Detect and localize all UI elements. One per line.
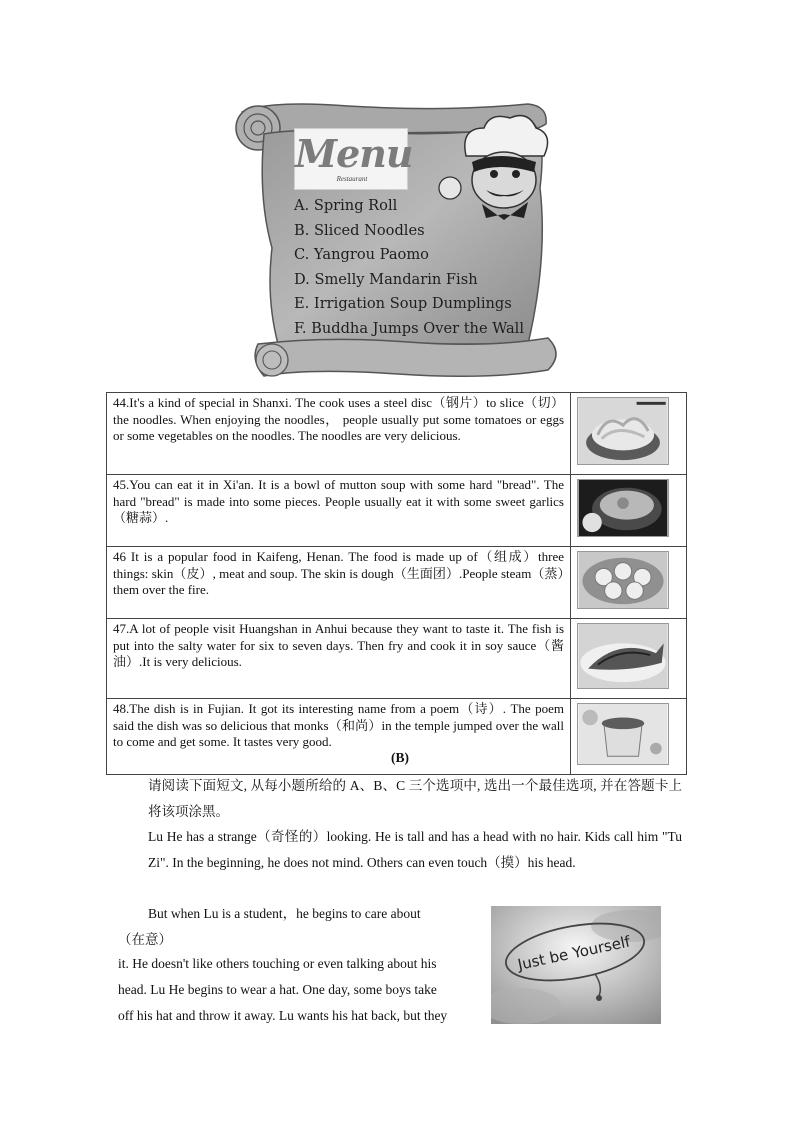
yangrou-paomo-photo: [577, 479, 669, 537]
photo-cell: [571, 619, 687, 699]
section-b-title: (B): [391, 750, 409, 765]
menu-logo-subtitle: Restaurant: [336, 175, 368, 183]
image-caption: Just be Yourself: [516, 932, 632, 974]
sliced-noodles-photo: [577, 397, 669, 465]
paragraph-1: Lu He has a strange（奇怪的）looking. He is tall and has a head with no hair. Kids call him "Tu Zi". In the beginning, he does not mind. Others can even touch（摸）his head.: [148, 829, 682, 870]
menu-item: B. Sliced Noodles: [294, 221, 425, 239]
menu-logo: [294, 128, 413, 190]
questions-table: [106, 392, 687, 775]
paragraph-2-line: off his hat and throw it away. Lu wants his hat back, but they: [118, 1008, 448, 1023]
question-48-text: 48.The dish is in Fujian. It got its interesting name from a poem（诗）. The poem said the dish was so delicious that monks（和尚）in the temple jumped over the wall to come and get some. It tastes very good.: [107, 699, 571, 775]
menu-scroll: [228, 98, 568, 382]
menu-item: D. Smelly Mandarin Fish: [294, 270, 478, 288]
question-46-text: 46 It is a popular food in Kaifeng, Henan. The food is made up of（组成）three things: skin（皮）, meat and soup. The skin is dough（生面团）.People steam（蒸）them over the fire.: [107, 547, 571, 619]
photo-cell: [571, 547, 687, 619]
just-be-yourself-image: [491, 906, 661, 1024]
menu-item: E. Irrigation Soup Dumplings: [294, 295, 512, 313]
paragraph-2-line: it. He doesn't like others touching or even talking about his: [118, 956, 437, 971]
menu-item: F. Buddha Jumps Over the Wall: [294, 319, 524, 337]
soup-dumplings-photo: [577, 551, 669, 609]
paragraph-2-line: （在意）: [118, 932, 172, 947]
photo-cell: [571, 393, 687, 475]
table-row: [107, 619, 687, 699]
paragraph-2-line: But when Lu is a student，he begins to care about: [148, 906, 421, 921]
mandarin-fish-photo: [577, 623, 669, 689]
table-row: [107, 393, 687, 475]
menu-logo-word: Menu: [295, 131, 413, 176]
table-row: [107, 547, 687, 619]
question-47-text: 47.A lot of people visit Huangshan in Anhui because they want to taste it. The fish is put into the salty water for six to seven days. Then fry and cook it in soy sauce（酱油）.It is very delicious.: [107, 619, 571, 699]
section-b-instruction: 请阅读下面短文, 从每小题所给的 A、B、C 三个选项中, 选出一个最佳选项, 并在答题卡上将该项涂黑。: [148, 778, 682, 819]
menu-item: A. Spring Roll: [294, 197, 398, 214]
photo-cell: [571, 475, 687, 547]
question-45-text: 45.You can eat it in Xi'an. It is a bowl of mutton soup with some hard "bread". The hard "bread" is made into some pieces. People usually eat it with some sweet garlics（糖蒜）.: [107, 475, 571, 547]
menu-item: C. Yangrou Paomo: [294, 246, 429, 264]
question-44-text: 44.It's a kind of special in Shanxi. The cook uses a steel disc（钢片）to slice（切）the noodles. When enjoying the noodles， people usually put some tomatoes or eggs or some vegetables on the noodles. The noodles are very delicious.: [107, 393, 571, 475]
menu-list: [294, 194, 524, 342]
paragraph-2-line: head. Lu He begins to wear a hat. One day, some boys take: [118, 982, 437, 997]
table-row: [107, 475, 687, 547]
